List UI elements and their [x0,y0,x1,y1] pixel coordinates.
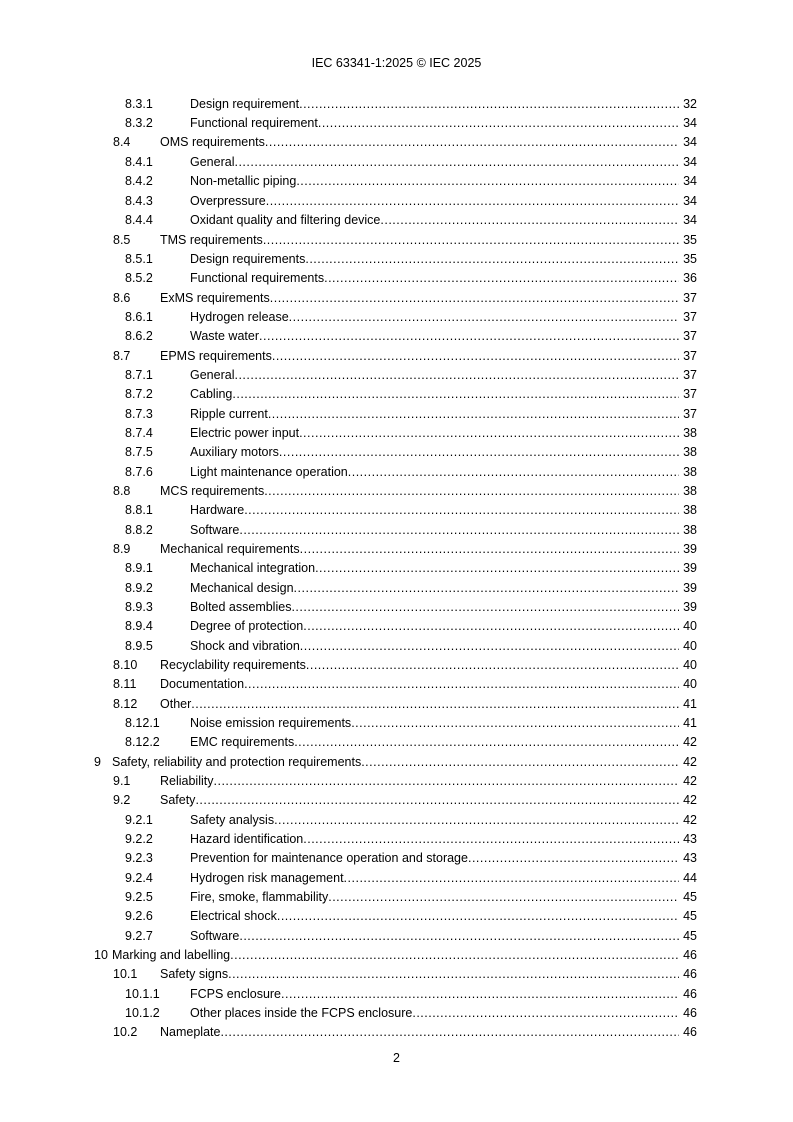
toc-entry[interactable] [0,559,793,578]
dot-leader [299,426,679,440]
toc-entry-number: 8.9.4 [125,619,153,634]
dot-leader [265,135,679,149]
toc-entry-title: Safety [160,793,196,808]
dot-leader [303,832,679,846]
toc-entry-title: Software [190,928,240,943]
toc-entry-number: 8.7.4 [125,425,153,440]
toc-entry-title: Nameplate [160,1025,221,1040]
dot-leader [305,252,679,266]
toc-entry[interactable] [0,829,793,848]
dot-leader [272,349,679,363]
dot-leader [232,387,679,401]
dot-leader [220,1025,679,1039]
toc-entry-page: 46 [683,1025,697,1040]
dot-leader [263,233,679,247]
dot-leader [244,503,679,517]
dot-leader [303,619,679,633]
toc-entry[interactable] [0,481,793,500]
toc-entry-number: 8.10 [113,657,138,672]
toc-entry[interactable] [0,1003,793,1022]
dot-leader [289,310,679,324]
toc-entry[interactable] [0,752,793,771]
dot-leader [291,600,679,614]
toc-entry-page: 38 [683,483,697,498]
toc-entry-number: 8.7.5 [125,445,153,460]
toc-entry-page: 42 [683,735,697,750]
toc-entry[interactable] [0,191,793,210]
toc-entry-number: 8.8.1 [125,503,153,518]
toc-entry[interactable] [0,288,793,307]
dot-leader [380,213,679,227]
toc-entry-page: 34 [683,135,697,150]
toc-entry-number: 8.5.1 [125,251,153,266]
toc-entry-number: 9.2.6 [125,909,153,924]
toc-entry-page: 42 [683,773,697,788]
toc-entry-number: 8.4.2 [125,174,153,189]
toc-entry[interactable] [0,926,793,945]
toc-entry-title: ExMS requirements [160,290,270,305]
toc-entry-title: Hazard identification [190,831,304,846]
toc-entry[interactable] [0,230,793,249]
toc-entry-number: 9.2.4 [125,870,153,885]
toc-entry-page: 37 [683,387,697,402]
dot-leader [277,909,679,923]
toc-entry-page: 37 [683,309,697,324]
toc-entry-title: OMS requirements [160,135,265,150]
toc-entry[interactable] [0,713,793,732]
toc-entry-page: 43 [683,831,697,846]
toc-entry-title: Safety, reliability and protection requirements [112,754,362,769]
toc-entry-page: 34 [683,193,697,208]
toc-entry-page: 41 [683,715,697,730]
toc-entry[interactable] [0,868,793,887]
toc-entry-page: 39 [683,541,697,556]
toc-entry-page: 40 [683,638,697,653]
toc-entry[interactable] [0,539,793,558]
dot-leader [281,987,679,1001]
toc-entry-title: Shock and vibration [190,638,300,653]
toc-entry-title: Hardware [190,503,245,518]
toc-entry-title: Prevention for maintenance operation and storage [190,851,468,866]
toc-entry-page: 40 [683,677,697,692]
toc-entry[interactable] [0,346,793,365]
toc-entry-page: 36 [683,271,697,286]
toc-entry-page: 45 [683,928,697,943]
toc-entry-page: 41 [683,696,697,711]
toc-entry-title: Mechanical integration [190,561,316,576]
toc-entry[interactable] [0,365,793,384]
toc-entry-title: TMS requirements [160,232,263,247]
toc-entry-number: 8.7.1 [125,367,153,382]
toc-entry-page: 43 [683,851,697,866]
dot-leader [239,929,679,943]
toc-entry-number: 8.12 [113,696,138,711]
toc-entry-title: Cabling [190,387,233,402]
toc-entry-title: Light maintenance operation [190,464,348,479]
toc-entry-number: 8.4.3 [125,193,153,208]
toc-entry-number: 9 [94,754,101,769]
toc-entry-title: Safety signs [160,967,229,982]
dot-leader [348,465,679,479]
toc-entry-title: Degree of protection [190,619,304,634]
dot-leader [294,735,679,749]
toc-entry-page: 38 [683,464,697,479]
toc-entry[interactable] [0,385,793,404]
toc-entry-title: Hydrogen release [190,309,289,324]
toc-entry-title: Reliability [160,773,214,788]
toc-entry[interactable] [0,133,793,152]
toc-entry-page: 44 [683,870,697,885]
dot-leader [230,948,679,962]
toc-entry-title: Design requirement [190,96,300,111]
toc-entry-number: 8.9.2 [125,580,153,595]
toc-entry-page: 45 [683,889,697,904]
toc-entry[interactable] [0,597,793,616]
toc-entry-number: 8.9 [113,541,131,556]
toc-entry-page: 37 [683,329,697,344]
dot-leader [244,677,679,691]
toc-entry-page: 42 [683,793,697,808]
toc-entry-number: 9.2 [113,793,131,808]
toc-entry-number: 8.12.1 [125,715,160,730]
toc-entry-title: Waste water [190,329,260,344]
dot-leader [296,174,679,188]
toc-entry-page: 34 [683,155,697,169]
toc-entry-page: 46 [683,1005,697,1020]
toc-entry-number: 8.5 [113,232,131,247]
toc-entry-title: Electric power input [190,425,300,440]
toc-entry[interactable] [0,269,793,288]
toc-entry[interactable] [0,907,793,926]
toc-entry-title: Mechanical requirements [160,541,300,556]
dot-leader [234,155,679,169]
toc-entry-page: 46 [683,947,697,962]
toc-entry-page: 39 [683,599,697,614]
toc-entry[interactable] [0,520,793,539]
toc-entry-page: 42 [683,812,697,827]
toc-entry-number: 8.8 [113,483,131,498]
toc-entry[interactable] [0,462,793,481]
toc-entry-title: Hydrogen risk management [190,870,344,885]
toc-entry-title: EPMS requirements [160,348,272,363]
toc-entry-title: MCS requirements [160,483,265,498]
dot-leader [412,1006,679,1020]
toc-entry-title: FCPS enclosure [190,986,282,1001]
toc-entry-title: Bolted assemblies [190,599,292,614]
toc-entry-number: 9.2.5 [125,889,153,904]
toc-entry[interactable] [0,327,793,346]
toc-entry-page: 40 [683,657,697,672]
toc-entry[interactable] [0,113,793,132]
toc-entry-number: 8.4.4 [125,212,153,227]
toc-entry[interactable] [0,153,793,172]
toc-entry-title: General [190,367,235,382]
toc-entry[interactable] [0,404,793,423]
toc-entry-number: 8.9.3 [125,599,153,614]
dot-leader [268,407,679,421]
dot-leader [214,774,680,788]
toc-entry-page: 38 [683,522,697,537]
toc-entry-page: 46 [683,967,697,982]
toc-entry[interactable] [0,210,793,229]
toc-entry-number: 8.5.2 [125,271,153,286]
dot-leader [270,291,679,305]
toc-entry[interactable] [0,887,793,906]
toc-entry-page: 34 [683,115,697,130]
toc-entry-number: 8.7.6 [125,464,153,479]
toc-entry-number: 9.2.3 [125,851,153,866]
dot-leader [468,851,679,865]
toc-entry-number: 10.1.1 [125,986,160,1001]
toc-entry[interactable] [0,94,793,113]
dot-leader [191,697,679,711]
toc-entry[interactable] [0,307,793,326]
toc-entry[interactable] [0,984,793,1003]
toc-entry-page: 45 [683,909,697,924]
toc-entry-title: Noise emission requirements [190,715,352,730]
toc-entry-title: Functional requirements [190,271,325,286]
toc-entry-title: Electrical shock [190,909,277,924]
toc-entry[interactable] [0,636,793,655]
toc-entry-page: 35 [683,251,697,266]
toc-entry-title: General [190,155,235,169]
toc-entry-number: 8.12.2 [125,735,160,750]
toc-entry-number: 10 [94,947,108,962]
dot-leader [344,871,679,885]
toc-entry-number: 10.1.2 [125,1005,160,1020]
toc-entry[interactable] [0,771,793,790]
toc-entry-page: 34 [683,212,697,227]
toc-entry[interactable] [0,965,793,984]
dot-leader [266,194,679,208]
toc-entry-title: Recyclability requirements [160,657,306,672]
toc-entry-number: 8.4 [113,135,131,150]
dot-leader [300,542,679,556]
dot-leader [315,561,679,575]
toc-entry-title: Documentation [160,677,245,692]
dot-leader [361,755,679,769]
toc-entry-number: 8.6.2 [125,329,153,344]
dot-leader [239,523,679,537]
toc-entry-title: Safety analysis [190,812,275,827]
dot-leader [195,793,679,807]
toc-entry-number: 9.1 [113,773,131,788]
toc-entry-number: 8.9.5 [125,638,153,653]
toc-entry-page: 40 [683,619,697,634]
toc-entry-title: Overpressure [190,193,266,208]
dot-leader [306,658,679,672]
toc-entry-title: Marking and labelling [112,947,231,962]
dot-leader [300,639,679,653]
toc-entry-title: Software [190,522,240,537]
toc-entry[interactable] [0,443,793,462]
toc-entry-number: 9.2.7 [125,928,153,943]
toc-entry-number: 8.6.1 [125,309,153,324]
toc-entry-title: Non-metallic piping [190,174,297,189]
toc-entry-page: 42 [683,754,697,769]
toc-entry-number: 8.11 [113,677,137,692]
toc-entry[interactable] [0,172,793,191]
toc-entry[interactable] [0,249,793,268]
toc-entry[interactable] [0,694,793,713]
toc-entry-number: 10.1 [113,967,138,982]
toc-entry-page: 46 [683,986,697,1001]
dot-leader [228,967,679,981]
toc-entry-page: 38 [683,503,697,518]
toc-entry[interactable] [0,1023,793,1042]
toc-entry-page: 39 [683,561,697,576]
dot-leader [274,813,679,827]
toc-entry[interactable] [0,945,793,964]
toc-entry-title: Oxidant quality and filtering device [190,212,381,227]
dot-leader [328,890,679,904]
toc-entry[interactable] [0,733,793,752]
dot-leader [294,581,679,595]
toc-entry-number: 8.7.2 [125,387,153,402]
toc-entry-number: 8.3.1 [125,96,153,111]
toc-entry[interactable] [0,578,793,597]
toc-entry-number: 8.9.1 [125,561,153,576]
dot-leader [259,329,679,343]
page-number: 2 [393,1051,400,1065]
toc-entry-title: EMC requirements [190,735,295,750]
dot-leader [351,716,679,730]
toc-entry-number: 9.2.2 [125,831,153,846]
toc-entry-number: 8.7 [113,348,131,363]
toc-entry-title: Fire, smoke, flammability [190,889,329,904]
dot-leader [279,445,679,459]
toc-entry[interactable] [0,655,793,674]
toc-entry-title: Other [160,696,192,711]
dot-leader [318,116,679,130]
toc-entry[interactable] [0,849,793,868]
toc-entry-number: 8.3.2 [125,115,153,130]
toc-entry-title: Ripple current [190,406,268,421]
dot-leader [234,368,679,382]
toc-entry[interactable] [0,675,793,694]
toc-entry-title: Mechanical design [190,580,294,595]
toc-entry-page: 34 [683,174,697,189]
toc-entry-title: Auxiliary motors [190,445,279,460]
toc-entry-page: 38 [683,445,697,460]
dot-leader [324,271,679,285]
toc-entry-page: 32 [683,96,697,111]
toc-entry[interactable] [0,791,793,810]
dot-leader [299,97,679,111]
toc-entry-page: 37 [683,348,697,363]
toc-entry[interactable] [0,501,793,520]
toc-entry[interactable] [0,617,793,636]
toc-entry[interactable] [0,810,793,829]
dot-leader [264,484,679,498]
toc-entry-title: Functional requirement [190,115,318,130]
toc-entry-page: 35 [683,232,697,247]
toc-entry-page: 38 [683,425,697,440]
toc-entry-page: 37 [683,367,697,382]
page-header: IEC 63341-1:2025 © IEC 2025 [311,56,482,70]
toc-entry-number: 8.4.1 [125,155,153,169]
toc-entry-number: 8.6 [113,290,131,305]
toc-entry-page: 37 [683,406,697,421]
toc-entry-number: 8.8.2 [125,522,153,537]
toc-entry-title: Design requirements [190,251,306,266]
toc-entry[interactable] [0,423,793,442]
toc-entry-page: 37 [683,290,697,305]
toc-entry-number: 10.2 [113,1025,138,1040]
toc-entry-title: Other places inside the FCPS enclosure [190,1005,413,1020]
toc-entry-number: 8.7.3 [125,406,153,421]
toc-entry-number: 9.2.1 [125,812,153,827]
toc-entry-page: 39 [683,580,697,595]
